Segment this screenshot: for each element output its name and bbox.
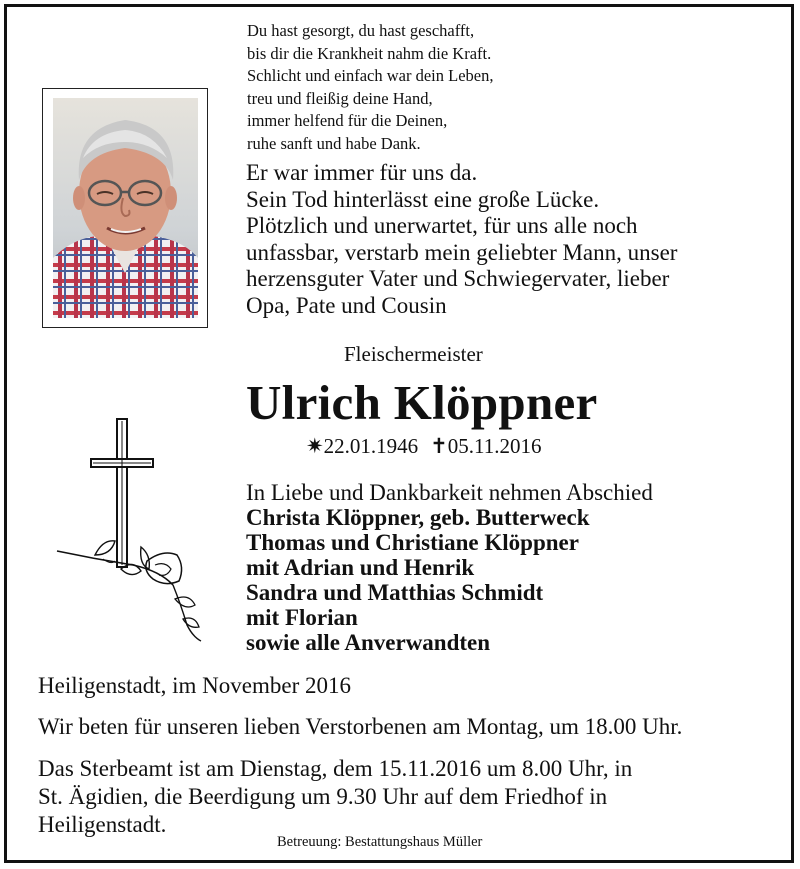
birth-star-icon: ✷ (306, 434, 324, 458)
prayer-note: Wir beten für unseren lieben Verstorbenen am Montag, um 18.00 Uhr. (38, 714, 683, 739)
poem-line: treu und fleißig deine Hand, (247, 88, 433, 108)
death-cross-icon: ✝ (430, 434, 448, 458)
poem (247, 20, 494, 155)
farewell-block (246, 480, 653, 655)
intro-line: unfassbar, verstarb mein geliebter Mann, unser (246, 239, 678, 265)
intro-text (246, 160, 776, 319)
poem-line: immer helfend für die Deinen, (247, 111, 448, 130)
intro-line: Opa, Pate und Cousin (246, 292, 447, 318)
mourner: Thomas und Christiane Klöppner (246, 530, 579, 555)
service-line: Das Sterbeamt ist am Dienstag, dem 15.11.2016 um 8.00 Uhr, in (38, 756, 633, 781)
death-date: 05.11.2016 (447, 434, 542, 458)
intro-line: Plötzlich und unerwartet, für uns alle noch (246, 213, 638, 238)
service-note (38, 755, 738, 839)
intro-line: herzensguter Vater und Schwiegervater, lieber (246, 266, 670, 291)
mourner: Christa Klöppner, geb. Butterweck (246, 505, 590, 530)
cross-with-flower-icon (55, 415, 205, 647)
mourner: mit Florian (246, 605, 358, 630)
poem-line: ruhe sanft und habe Dank. (247, 133, 421, 153)
portrait-frame (42, 88, 208, 328)
birth-date: 22.01.1946 (323, 434, 419, 458)
mourner: mit Adrian und Henrik (246, 555, 475, 580)
poem-line: Du hast gesorgt, du hast geschafft, (247, 21, 475, 40)
deceased-name: Ulrich Klöppner (246, 375, 598, 430)
service-line: St. Ägidien, die Beerdigung um 9.30 Uhr auf dem Friedhof in (38, 784, 608, 809)
intro-line: Sein Tod hinterlässt eine große Lücke. (246, 186, 600, 212)
poem-line: bis dir die Krankheit nahm die Kraft. (247, 43, 492, 63)
mourner: Sandra und Matthias Schmidt (246, 580, 544, 605)
intro-line: Er war immer für uns da. (246, 160, 478, 185)
deceased-profession: Fleischermeister (344, 342, 483, 366)
mourner: sowie alle Anverwandten (246, 630, 491, 655)
life-dates (306, 434, 541, 459)
undertaker-credit: Betreuung: Bestattungshaus Müller (277, 834, 483, 850)
place-date: Heiligenstadt, im November 2016 (38, 673, 351, 698)
mourners-list (246, 505, 653, 655)
farewell-heading: In Liebe und Dankbarkeit nehmen Abschied (246, 480, 653, 505)
service-line: Heiligenstadt. (38, 812, 167, 837)
poem-line: Schlicht und einfach war dein Leben, (247, 66, 494, 85)
portrait-photo (53, 98, 198, 318)
